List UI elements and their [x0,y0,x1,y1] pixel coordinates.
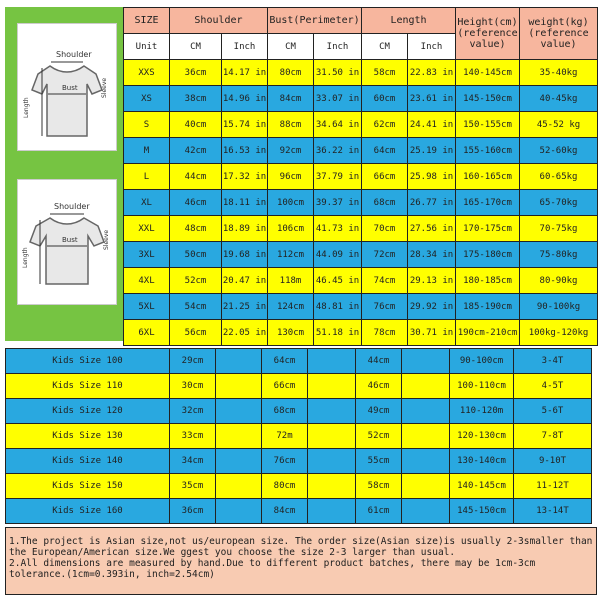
cell-height: 140-145cm [456,60,520,86]
cell-length-in: 22.83 in [408,60,456,86]
header-size: SIZE [124,8,170,34]
kids-cell-empty [402,374,450,399]
cell-weight: 35-40kg [520,60,598,86]
cell-length-cm: 78cm [362,320,408,346]
cell-shoulder-in: 15.74 in [222,112,268,138]
kids-cell-size: Kids Size 150 [6,474,170,499]
cell-size: 6XL [124,320,170,346]
bust-label: Bust [62,84,78,92]
size-notes [5,527,597,595]
sleeve-label: Sleeve [103,229,110,250]
cell-shoulder-cm: 36cm [170,60,222,86]
shoulder-label: Shoulder [56,50,92,59]
cell-height: 165-170cm [456,190,520,216]
cell-weight: 60-65kg [520,164,598,190]
kids-cell-weight: 11-12T [514,474,592,499]
cell-bust-in: 37.79 in [314,164,362,190]
cell-height: 145-150cm [456,86,520,112]
header-bust-cm: CM [268,34,314,60]
cell-bust-cm: 118m [268,268,314,294]
cell-size: 4XL [124,268,170,294]
kids-cell-empty [216,474,262,499]
cell-size: M [124,138,170,164]
table-row [124,190,598,216]
cell-bust-cm: 96cm [268,164,314,190]
length-label: Length [23,97,30,118]
cell-bust-in: 31.50 in [314,60,362,86]
kids-cell-empty [402,424,450,449]
bust-label: Bust [62,236,78,244]
cell-length-in: 25.98 in [408,164,456,190]
kids-cell-empty [216,449,262,474]
kids-cell-length: 52cm [356,424,402,449]
kids-cell-length: 61cm [356,499,402,524]
cell-bust-cm: 88cm [268,112,314,138]
tshirt-diagram-bottom [17,179,117,305]
cell-bust-cm: 130cm [268,320,314,346]
cell-weight: 90-100kg [520,294,598,320]
cell-shoulder-cm: 46cm [170,190,222,216]
kids-cell-weight: 5-6T [514,399,592,424]
kids-cell-size: Kids Size 160 [6,499,170,524]
cell-length-cm: 62cm [362,112,408,138]
cell-shoulder-in: 16.53 in [222,138,268,164]
table-row [6,349,592,374]
kids-cell-empty [216,399,262,424]
kids-cell-empty [402,499,450,524]
kids-cell-weight: 9-10T [514,449,592,474]
cell-size: S [124,112,170,138]
kids-cell-bust: 84cm [262,499,308,524]
tshirt-icon [18,24,116,150]
table-row [124,60,598,86]
cell-bust-in: 36.22 in [314,138,362,164]
diagram-panel [5,7,123,341]
kids-cell-bust: 66cm [262,374,308,399]
cell-shoulder-cm: 40cm [170,112,222,138]
kids-cell-empty [308,474,356,499]
cell-length-cm: 72cm [362,242,408,268]
cell-bust-cm: 106cm [268,216,314,242]
cell-length-in: 28.34 in [408,242,456,268]
header-length: Length [362,8,456,34]
cell-bust-in: 41.73 in [314,216,362,242]
table-row [124,138,598,164]
kids-cell-weight: 4-5T [514,374,592,399]
cell-bust-in: 51.18 in [314,320,362,346]
cell-shoulder-cm: 56cm [170,320,222,346]
kids-cell-length: 55cm [356,449,402,474]
cell-bust-cm: 100cm [268,190,314,216]
kids-cell-bust: 72m [262,424,308,449]
kids-cell-empty [216,349,262,374]
table-row [124,112,598,138]
cell-shoulder-cm: 48cm [170,216,222,242]
tshirt-diagram-top [17,23,117,151]
kids-cell-empty [308,499,356,524]
cell-weight: 80-90kg [520,268,598,294]
cell-length-cm: 66cm [362,164,408,190]
cell-shoulder-in: 21.25 in [222,294,268,320]
cell-height: 180-185cm [456,268,520,294]
cell-length-in: 26.77 in [408,190,456,216]
shoulder-label: Shoulder [54,202,90,211]
cell-height: 190cm-210cm [456,320,520,346]
header-shoulder: Shoulder [170,8,268,34]
cell-bust-in: 48.81 in [314,294,362,320]
table-row [124,320,598,346]
kids-cell-size: Kids Size 130 [6,424,170,449]
header-length-cm: CM [362,34,408,60]
cell-size: XXS [124,60,170,86]
cell-shoulder-in: 14.96 in [222,86,268,112]
kids-cell-size: Kids Size 120 [6,399,170,424]
kids-cell-height: 140-145cm [450,474,514,499]
cell-bust-in: 44.09 in [314,242,362,268]
kids-cell-height: 110-120m [450,399,514,424]
kids-cell-weight: 7-8T [514,424,592,449]
kids-cell-shoulder: 32cm [170,399,216,424]
table-row [124,216,598,242]
note-line-1: 1.The project is Asian size,not us/european size. The order size(Asian size)is usually 2-3smaller than the European/American size.We ggest you choose the size 2-3 larger than usual. [9,536,593,558]
table-row [124,242,598,268]
header-shoulder-inch: Inch [222,34,268,60]
table-row [6,374,592,399]
kids-cell-height: 100-110cm [450,374,514,399]
cell-length-cm: 70cm [362,216,408,242]
cell-shoulder-in: 17.32 in [222,164,268,190]
cell-weight: 45-52 kg [520,112,598,138]
table-row [6,474,592,499]
kids-cell-height: 145-150cm [450,499,514,524]
kids-cell-empty [308,449,356,474]
kids-cell-empty [216,499,262,524]
kids-cell-shoulder: 35cm [170,474,216,499]
cell-weight: 100kg-120kg [520,320,598,346]
header-length-inch: Inch [408,34,456,60]
kids-cell-length: 44cm [356,349,402,374]
cell-bust-cm: 112cm [268,242,314,268]
cell-weight: 52-60kg [520,138,598,164]
kids-cell-shoulder: 29cm [170,349,216,374]
table-row [124,294,598,320]
kids-cell-empty [402,349,450,374]
cell-shoulder-in: 22.05 in [222,320,268,346]
tshirt-icon [18,180,116,304]
kids-cell-empty [308,349,356,374]
cell-length-in: 23.61 in [408,86,456,112]
cell-bust-cm: 80cm [268,60,314,86]
kids-cell-empty [402,449,450,474]
cell-shoulder-cm: 52cm [170,268,222,294]
cell-shoulder-in: 18.89 in [222,216,268,242]
table-row [124,164,598,190]
kids-cell-length: 49cm [356,399,402,424]
cell-length-cm: 76cm [362,294,408,320]
cell-height: 150-155cm [456,112,520,138]
cell-bust-cm: 84cm [268,86,314,112]
cell-shoulder-cm: 54cm [170,294,222,320]
cell-shoulder-in: 18.11 in [222,190,268,216]
cell-bust-cm: 124cm [268,294,314,320]
kids-cell-weight: 13-14T [514,499,592,524]
cell-size: XS [124,86,170,112]
cell-length-cm: 64cm [362,138,408,164]
kids-cell-empty [216,424,262,449]
cell-length-cm: 68cm [362,190,408,216]
cell-weight: 40-45kg [520,86,598,112]
note-line-2: 2.All dimensions are measured by hand.Due to different product batches, there may be 1cm-3cm tolerance.(1cm=0.393in, inch=2.54cm) [9,558,536,580]
cell-bust-in: 34.64 in [314,112,362,138]
kids-cell-bust: 68cm [262,399,308,424]
kids-cell-empty [308,424,356,449]
kids-cell-empty [308,399,356,424]
kids-cell-empty [402,474,450,499]
header-bust: Bust(Perimeter) [268,8,362,34]
kids-cell-shoulder: 30cm [170,374,216,399]
cell-length-cm: 58cm [362,60,408,86]
table-row [6,449,592,474]
kids-cell-length: 58cm [356,474,402,499]
cell-shoulder-cm: 50cm [170,242,222,268]
table-row [124,86,598,112]
cell-length-cm: 60cm [362,86,408,112]
kids-cell-shoulder: 33cm [170,424,216,449]
table-row [6,399,592,424]
cell-height: 155-160cm [456,138,520,164]
cell-bust-cm: 92cm [268,138,314,164]
cell-length-in: 25.19 in [408,138,456,164]
cell-height: 160-165cm [456,164,520,190]
cell-height: 175-180cm [456,242,520,268]
cell-bust-in: 46.45 in [314,268,362,294]
kids-cell-height: 120-130cm [450,424,514,449]
cell-size: XXL [124,216,170,242]
cell-shoulder-in: 20.47 in [222,268,268,294]
kids-cell-size: Kids Size 100 [6,349,170,374]
kids-cell-length: 46cm [356,374,402,399]
kids-cell-empty [308,374,356,399]
kids-cell-shoulder: 34cm [170,449,216,474]
header-height: Height(cm) (reference value) [456,8,520,60]
kids-size-table [5,348,592,524]
cell-length-in: 29.92 in [408,294,456,320]
kids-cell-size: Kids Size 140 [6,449,170,474]
header-bust-inch: Inch [314,34,362,60]
kids-cell-bust: 64cm [262,349,308,374]
header-weight: weight(kg) (reference value) [520,8,598,60]
cell-shoulder-in: 19.68 in [222,242,268,268]
kids-cell-weight: 3-4T [514,349,592,374]
cell-weight: 65-70kg [520,190,598,216]
cell-length-in: 27.56 in [408,216,456,242]
kids-cell-size: Kids Size 110 [6,374,170,399]
sleeve-label: Sleeve [101,77,108,98]
header-unit: Unit [124,34,170,60]
cell-weight: 70-75kg [520,216,598,242]
cell-size: L [124,164,170,190]
cell-size: 3XL [124,242,170,268]
kids-cell-bust: 80cm [262,474,308,499]
cell-length-cm: 74cm [362,268,408,294]
cell-shoulder-cm: 44cm [170,164,222,190]
kids-cell-empty [402,399,450,424]
cell-shoulder-cm: 38cm [170,86,222,112]
cell-weight: 75-80kg [520,242,598,268]
kids-cell-height: 130-140cm [450,449,514,474]
adult-size-table [123,7,598,346]
cell-height: 185-190cm [456,294,520,320]
cell-shoulder-cm: 42cm [170,138,222,164]
cell-shoulder-in: 14.17 in [222,60,268,86]
cell-bust-in: 39.37 in [314,190,362,216]
cell-length-in: 30.71 in [408,320,456,346]
table-row [6,499,592,524]
kids-cell-shoulder: 36cm [170,499,216,524]
table-row [6,424,592,449]
cell-height: 170-175cm [456,216,520,242]
cell-size: 5XL [124,294,170,320]
length-label: Length [22,247,29,268]
kids-cell-empty [216,374,262,399]
cell-length-in: 29.13 in [408,268,456,294]
kids-cell-height: 90-100cm [450,349,514,374]
header-shoulder-cm: CM [170,34,222,60]
kids-cell-bust: 76cm [262,449,308,474]
cell-length-in: 24.41 in [408,112,456,138]
cell-size: XL [124,190,170,216]
table-row [124,268,598,294]
cell-bust-in: 33.07 in [314,86,362,112]
